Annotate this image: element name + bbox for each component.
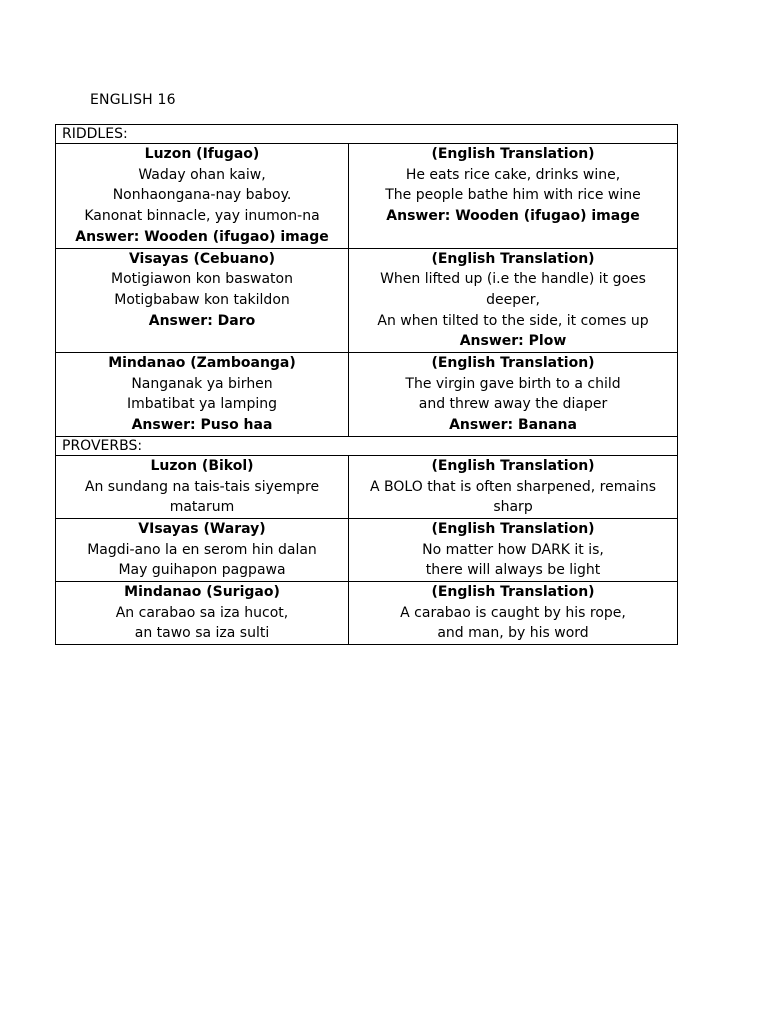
proverb-row-mindanao [56, 582, 678, 645]
riddle-line: Waday ohan kaiw, [138, 166, 266, 183]
riddle-line: Imbatibat ya lamping [127, 396, 277, 413]
proverb-line: An sundang na tais-tais siyempre matarum [84, 478, 320, 516]
proverb-translation-cell [349, 518, 678, 581]
translation-line: The people bathe him with rice wine [385, 187, 641, 204]
translation-answer: Answer: Plow [459, 333, 567, 350]
riddles-proverbs-table [55, 124, 678, 645]
riddle-original-cell [56, 248, 349, 353]
riddle-original-cell [56, 353, 349, 437]
riddles-section-label: RIDDLES: [56, 125, 678, 144]
proverb-row-luzon [56, 455, 678, 518]
translation-answer: Answer: Banana [449, 417, 577, 434]
translation-line: A BOLO that is often sharpened, remains sharp [370, 478, 656, 516]
translation-heading: (English Translation) [431, 584, 595, 601]
riddle-row-visayas [56, 248, 678, 353]
region-heading: Luzon (Bikol) [150, 457, 254, 474]
riddle-line: Kanonat binnacle, yay inumon-na [84, 208, 320, 225]
proverb-line: Magdi-ano la en serom hin dalan [87, 541, 317, 558]
riddle-line: Motigbabaw kon takildon [114, 291, 290, 308]
region-heading: VIsayas (Waray) [138, 520, 266, 537]
riddle-answer: Answer: Wooden (ifugao) image [75, 228, 329, 245]
translation-line: A carabao is caught by his rope, [400, 604, 626, 621]
proverbs-section-row [56, 436, 678, 455]
riddle-line: Motigiawon kon baswaton [111, 271, 293, 288]
translation-line: and man, by his word [437, 625, 589, 642]
riddle-translation-cell [349, 353, 678, 437]
proverb-row-visayas [56, 518, 678, 581]
proverb-original-cell [56, 518, 349, 581]
riddle-original-cell [56, 144, 349, 249]
proverb-translation-cell [349, 455, 678, 518]
translation-heading: (English Translation) [431, 355, 595, 372]
proverb-line: An carabao sa iza hucot, [115, 604, 289, 621]
translation-heading: (English Translation) [431, 520, 595, 537]
proverb-line: an tawo sa iza sulti [134, 625, 270, 642]
riddle-row-mindanao [56, 353, 678, 437]
translation-heading: (English Translation) [431, 146, 595, 162]
region-heading: Luzon (Ifugao) [144, 146, 260, 162]
translation-line: and threw away the diaper [418, 396, 608, 413]
translation-heading: (English Translation) [431, 457, 595, 474]
riddles-section-row [56, 125, 678, 144]
translation-heading: (English Translation) [431, 250, 595, 267]
translation-answer: Answer: Wooden (ifugao) image [386, 208, 640, 225]
translation-line: When lifted up (i.e the handle) it goes deeper, [380, 271, 646, 308]
riddle-answer: Answer: Puso haa [131, 417, 273, 434]
proverb-original-cell [56, 582, 349, 645]
region-heading: Mindanao (Surigao) [124, 584, 280, 601]
region-heading: Mindanao (Zamboanga) [108, 355, 296, 372]
riddle-answer: Answer: Daro [148, 312, 256, 329]
riddle-line: Nonhaongana-nay baboy. [112, 187, 292, 204]
translation-line: The virgin gave birth to a child [405, 375, 621, 392]
translation-line: No matter how DARK it is, [422, 541, 604, 558]
translation-line: He eats rice cake, drinks wine, [405, 166, 621, 183]
proverb-translation-cell [349, 582, 678, 645]
proverbs-section-label: PROVERBS: [56, 436, 678, 455]
proverb-original-cell [56, 455, 349, 518]
document-title: ENGLISH 16 [90, 92, 176, 108]
riddle-row-luzon [56, 144, 678, 249]
proverb-line: May guihapon pagpawa [118, 562, 286, 579]
riddle-line: Nanganak ya birhen [131, 375, 273, 392]
translation-line: there will always be light [425, 562, 601, 579]
translation-line: An when tilted to the side, it comes up [377, 312, 649, 329]
riddle-translation-cell [349, 248, 678, 353]
riddle-translation-cell [349, 144, 678, 249]
region-heading: Visayas (Cebuano) [128, 250, 276, 267]
